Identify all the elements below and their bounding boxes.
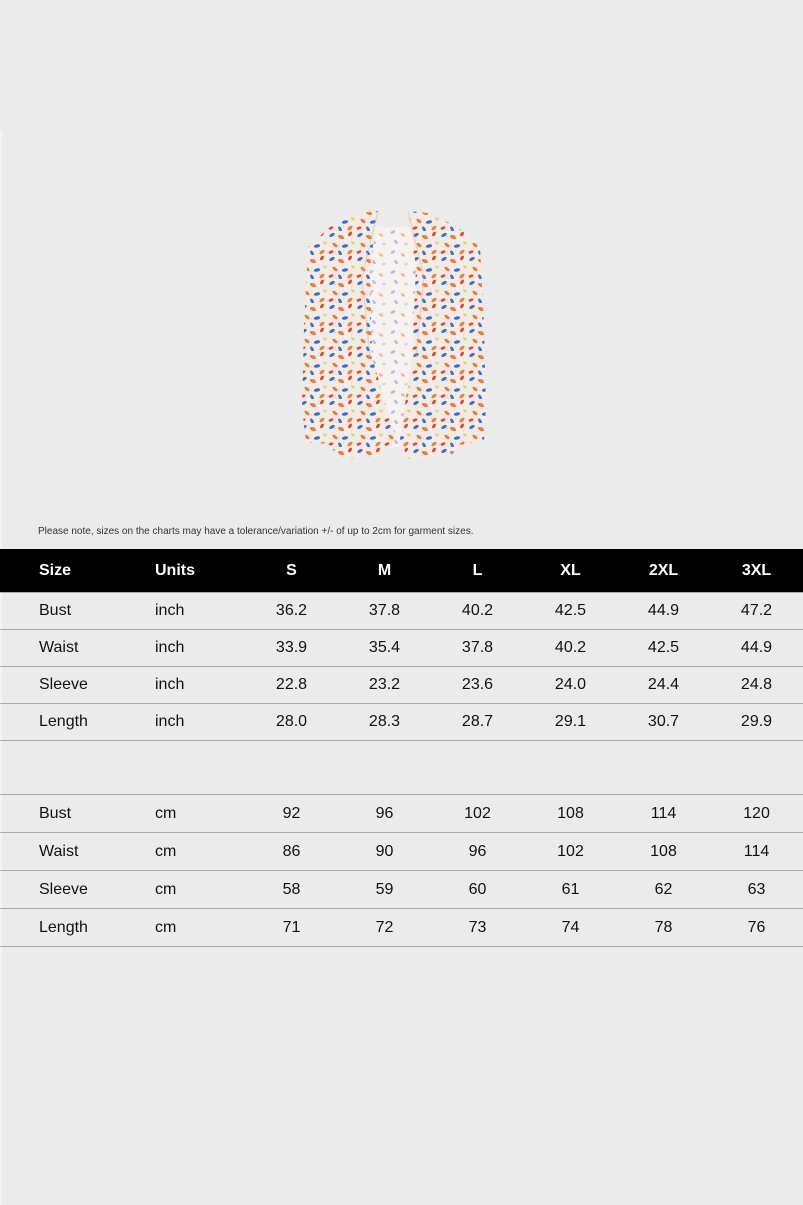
- cell-3xl: 114: [710, 833, 803, 871]
- cell-xl: 61: [524, 871, 617, 909]
- cell-xl: 74: [524, 909, 617, 947]
- header-l: L: [472, 561, 483, 579]
- row-unit: cm: [155, 833, 245, 871]
- cell-l: 28.7: [431, 704, 524, 741]
- cell-m: 37.8: [338, 593, 431, 630]
- row-unit: inch: [155, 593, 245, 630]
- row-label: Sleeve: [0, 667, 155, 704]
- cell-2xl: 108: [617, 833, 710, 871]
- cell-xl: 108: [524, 795, 617, 833]
- cell-3xl: 120: [710, 795, 803, 833]
- header-3xl: 3XL: [741, 561, 772, 579]
- cell-l: 40.2: [431, 593, 524, 630]
- cell-l: 96: [431, 833, 524, 871]
- cell-m: 72: [338, 909, 431, 947]
- table-row-length-inch: [0, 704, 803, 741]
- cell-s: 92: [245, 795, 338, 833]
- row-label: Waist: [0, 833, 155, 871]
- cell-2xl: 24.4: [617, 667, 710, 704]
- cell-s: 33.9: [245, 630, 338, 667]
- row-unit: cm: [155, 909, 245, 947]
- cell-l: 73: [431, 909, 524, 947]
- cell-3xl: 29.9: [710, 704, 803, 741]
- cell-l: 102: [431, 795, 524, 833]
- table-row-bust-inch: [0, 593, 803, 630]
- row-unit: inch: [155, 704, 245, 741]
- cell-2xl: 42.5: [617, 630, 710, 667]
- table-row-sleeve-inch: [0, 667, 803, 704]
- row-unit: inch: [155, 630, 245, 667]
- table-row-bust-cm: [0, 795, 803, 833]
- cell-s: 58: [245, 871, 338, 909]
- cell-m: 23.2: [338, 667, 431, 704]
- row-label: Bust: [0, 795, 155, 833]
- cell-l: 23.6: [431, 667, 524, 704]
- row-label: Sleeve: [0, 871, 155, 909]
- cell-xl: 102: [524, 833, 617, 871]
- cell-s: 28.0: [245, 704, 338, 741]
- row-unit: inch: [155, 667, 245, 704]
- row-label: Bust: [0, 593, 155, 630]
- cell-2xl: 44.9: [617, 593, 710, 630]
- table-row-length-cm: [0, 909, 803, 947]
- size-tolerance-note: Please note, sizes on the charts may have a tolerance/variation +/- of up to 2cm for garment sizes.: [38, 526, 474, 537]
- row-unit: cm: [155, 871, 245, 909]
- cell-3xl: 44.9: [710, 630, 803, 667]
- cell-s: 71: [245, 909, 338, 947]
- header-size: Size: [39, 561, 72, 579]
- cell-xl: 40.2: [524, 630, 617, 667]
- cell-m: 35.4: [338, 630, 431, 667]
- table-header-row: [0, 549, 803, 593]
- cell-3xl: 76: [710, 909, 803, 947]
- cell-2xl: 114: [617, 795, 710, 833]
- cell-xl: 24.0: [524, 667, 617, 704]
- size-chart-table-cm: [0, 794, 803, 947]
- cell-s: 86: [245, 833, 338, 871]
- header-s: S: [286, 561, 297, 579]
- size-chart-table: [0, 549, 803, 741]
- cell-l: 37.8: [431, 630, 524, 667]
- table-row-waist-cm: [0, 833, 803, 871]
- cell-xl: 29.1: [524, 704, 617, 741]
- table-row-sleeve-cm: [0, 871, 803, 909]
- cell-s: 22.8: [245, 667, 338, 704]
- header-m: M: [377, 561, 392, 579]
- cell-m: 96: [338, 795, 431, 833]
- cell-3xl: 63: [710, 871, 803, 909]
- row-label: Waist: [0, 630, 155, 667]
- cell-2xl: 78: [617, 909, 710, 947]
- cell-3xl: 47.2: [710, 593, 803, 630]
- cell-3xl: 24.8: [710, 667, 803, 704]
- cell-2xl: 62: [617, 871, 710, 909]
- cell-2xl: 30.7: [617, 704, 710, 741]
- table-row-waist-inch: [0, 630, 803, 667]
- blazer-product-image: [300, 207, 488, 465]
- cell-m: 59: [338, 871, 431, 909]
- cell-m: 28.3: [338, 704, 431, 741]
- cell-m: 90: [338, 833, 431, 871]
- header-units: Units: [155, 561, 195, 579]
- row-label: Length: [0, 909, 155, 947]
- cell-xl: 42.5: [524, 593, 617, 630]
- cell-s: 36.2: [245, 593, 338, 630]
- row-unit: cm: [155, 795, 245, 833]
- cell-l: 60: [431, 871, 524, 909]
- row-label: Length: [0, 704, 155, 741]
- header-xl: XL: [560, 561, 581, 579]
- header-2xl: 2XL: [648, 561, 679, 579]
